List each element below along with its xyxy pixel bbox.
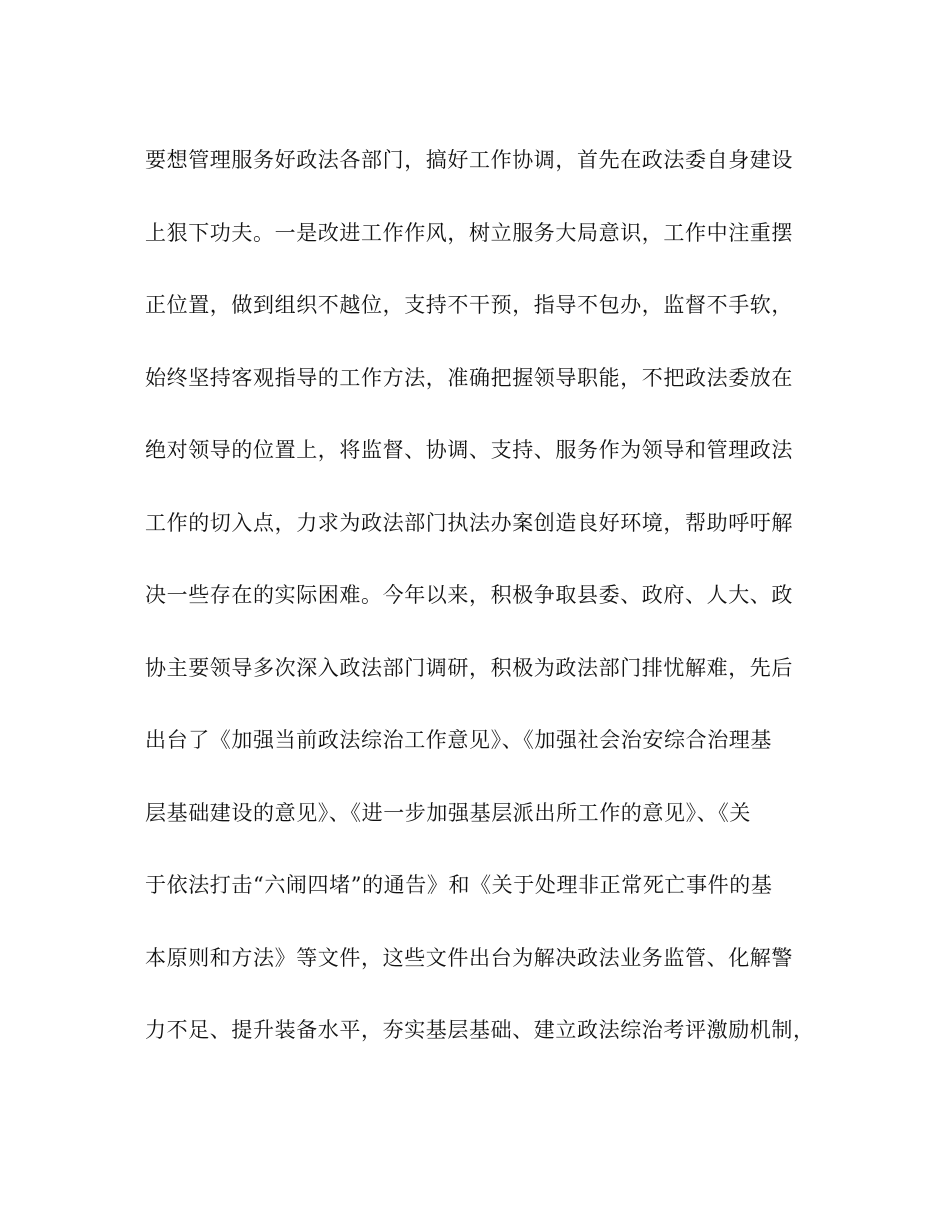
- text-line: 始终坚持客观指导的工作方法，准确把握领导职能，不把政法委放在: [145, 365, 793, 390]
- text-line: 力不足、提升装备水平，夯实基层基础、建立政法综治考评激励机制，: [145, 1018, 815, 1042]
- text-line: 出台了《加强当前政法综治工作意见》、《加强社会治安综合治理基: [145, 728, 772, 752]
- text-line: 绝对领导的位置上，将监督、协调、支持、服务作为领导和管理政法: [145, 438, 793, 462]
- text-line: 要想管理服务好政法各部门，搞好工作协调，首先在政法委自身建设: [145, 148, 793, 172]
- text-line: 正位置，做到组织不越位，支持不干预，指导不包办，监督不手软，: [145, 293, 793, 317]
- text-line: 于依法打击“六闹四堵”的通告》和《关于处理非正常死亡事件的基: [145, 873, 773, 897]
- text-line: 层基础建设的意见》、《进一步加强基层派出所工作的意见》、《关: [145, 800, 751, 825]
- text-line: 决一些存在的实际困难。今年以来，积极争取县委、政府、人大、政: [145, 583, 793, 607]
- text-line: 协主要领导多次深入政法部门调研，积极为政法部门排忧解难，先后: [145, 655, 793, 680]
- text-line: 工作的切入点，力求为政法部门执法办案创造良好环境，帮助呼吁解: [145, 510, 793, 535]
- body-paragraph: [145, 142, 815, 1085]
- text-line: 上狠下功夫。一是改进工作作风，树立服务大局意识，工作中注重摆: [145, 220, 793, 245]
- text-line: 本原则和方法》等文件，这些文件出台为解决政法业务监管、化解警: [145, 945, 793, 970]
